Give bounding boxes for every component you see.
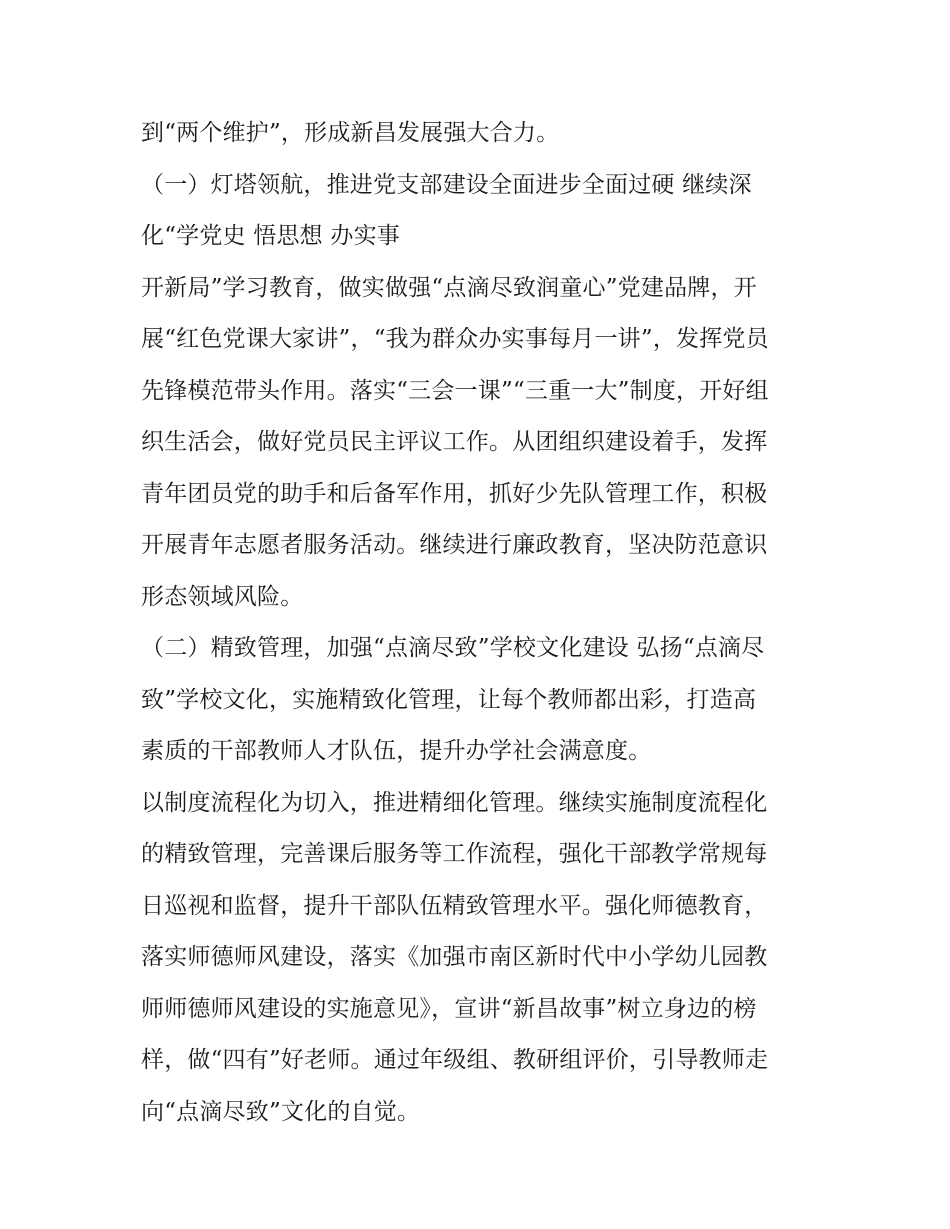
body-text bbox=[141, 108, 821, 1138]
text-line: 致”学校文化，实施精致化管理，让每个教师都出彩，打造高 bbox=[141, 686, 757, 713]
text-line: 形态领域风险。 bbox=[141, 583, 304, 610]
section-heading-one: （一）灯塔领航，推进党支部建设全面进步全面过硬 继续深 bbox=[141, 171, 752, 198]
text-line: 开新局”学习教育，做实做强“点滴尽致润童心”党建品牌，开 bbox=[141, 274, 757, 301]
text-line: 以制度流程化为切入，推进精细化管理。继续实施制度流程化 bbox=[141, 789, 768, 816]
text-line: 落实师德师风建设，落实《加强市南区新时代中小学幼儿园教 bbox=[141, 944, 768, 970]
text-line: 开展青年志愿者服务活动。继续进行廉政教育，坚决防范意识 bbox=[141, 532, 768, 558]
text-line: 织生活会，做好党员民主评议工作。从团组织建设着手，发挥 bbox=[141, 429, 768, 455]
text-line: 的精致管理，完善课后服务等工作流程，强化干部教学常规每 bbox=[141, 841, 768, 867]
text-line: 师师德师风建设的实施意见》，宣讲“新昌故事”树立身边的榜 bbox=[141, 995, 757, 1022]
text-line: 到“两个维护”，形成新昌发展强大合力。 bbox=[141, 120, 560, 146]
text-line: 展“红色党课大家讲”，“我为群众办实事每月一讲”，发挥党员 bbox=[141, 326, 769, 352]
text-line: 青年团员党的助手和后备军作用，抓好少先队管理工作，积极 bbox=[141, 480, 768, 507]
text-line: 向“点滴尽致”文化的自觉。 bbox=[141, 1098, 421, 1125]
text-line: 素质的干部教师人才队伍，提升办学社会满意度。 bbox=[141, 738, 652, 764]
section-heading-two: （二）精致管理，加强“点滴尽致”学校文化建设 弘扬“点滴尽 bbox=[141, 635, 765, 661]
text-line: 样，做“四有”好老师。通过年级组、教研组评价，引导教师走 bbox=[141, 1047, 769, 1073]
text-line: 先锋模范带头作用。落实“三会一课”“三重一大”制度，开好组 bbox=[141, 377, 769, 404]
text-line: 日巡视和监督，提升干部队伍精致管理水平。强化师德教育， bbox=[141, 892, 768, 919]
text-line: 化“学党史 悟思想 办实事 bbox=[141, 223, 400, 249]
